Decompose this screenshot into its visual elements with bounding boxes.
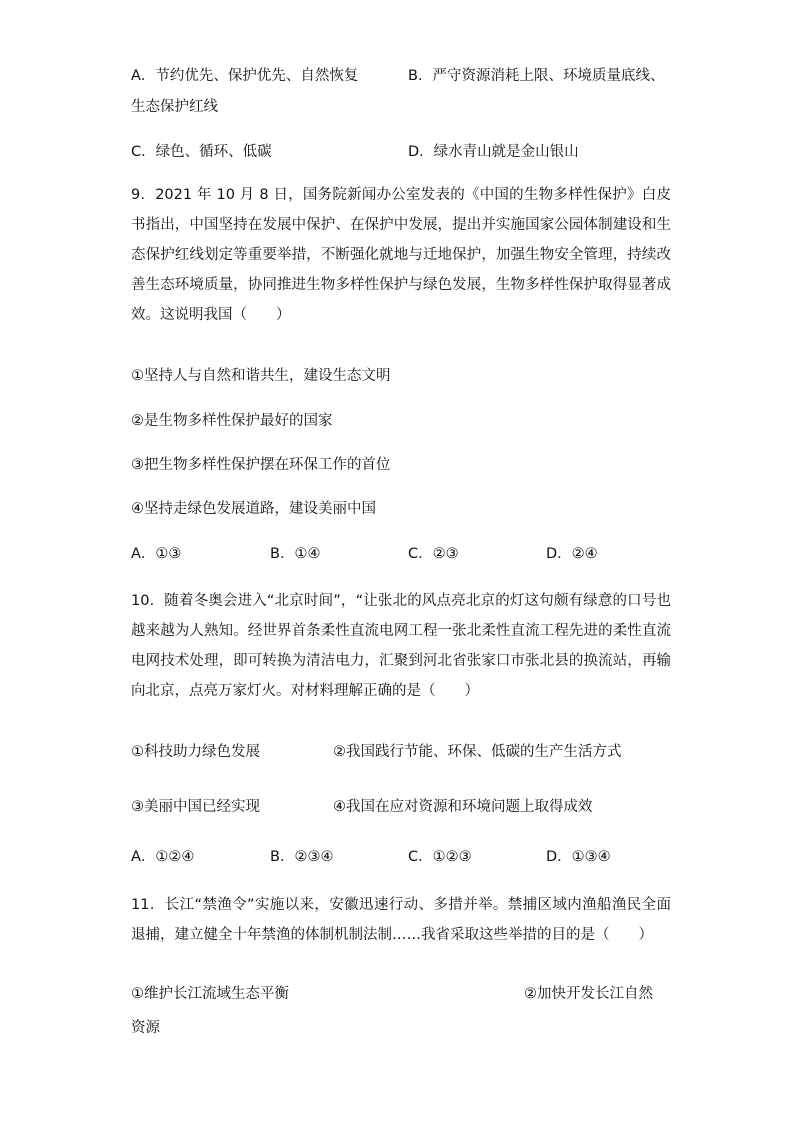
q11-item-2: ②加快开发长江自然 [524, 986, 653, 1002]
q10-item-3: ③美丽中国已经实现 [131, 799, 260, 815]
q10-item-4: ④我国在应对资源和环境问题上取得成效 [333, 799, 593, 815]
q11-stem: 11．长江“禁渔令”实施以来，安徽迅速行动、多措并举。禁捕区域内渔船渔民全面退捕，建立健全十年禁渔的体制机制法制……我省采取这些举措的目的是（ ） [131, 897, 671, 943]
q10-choice-a: A．①②④ [131, 849, 195, 865]
q8-option-b-cont: 生态保护红线 [131, 99, 218, 115]
q10-item-1: ①科技助力绿色发展 [131, 744, 260, 760]
q10-stem: 10．随着冬奥会进入“北京时间”，“让张北的风点亮北京的灯这句颇有绿意的口号也越来越为人熟知。经世界首条柔性直流电网工程一张北柔性直流工程先进的柔性直流电网技术处理，即可转换为清洁电力，汇聚到河北省张家口市张北县的换流站，再输向北京，点亮万家灯火。对材料理解正确的是（ ） [131, 593, 671, 699]
q9-choice-c: C．②③ [408, 546, 459, 562]
q8-option-d: D．绿水青山就是金山银山 [408, 144, 579, 160]
q9-item-3: ③把生物多样性保护摆在环保工作的首位 [131, 457, 391, 473]
q11-item-2-cont: 资源 [131, 1020, 160, 1036]
q10-choice-d: D．①③④ [546, 849, 611, 865]
q8-option-b: B．严守资源消耗上限、环境质量底线、 [408, 68, 665, 84]
q9-item-2: ②是生物多样性保护最好的国家 [131, 413, 333, 429]
q9-item-4: ④坚持走绿色发展道路，建设美丽中国 [131, 501, 376, 517]
q10-choice-b: B．②③④ [270, 849, 334, 865]
q10-item-2: ②我国践行节能、环保、低碳的生产生活方式 [333, 744, 622, 760]
q9-item-1: ①坚持人与自然和谐共生，建设生态文明 [131, 368, 391, 384]
q10-choice-c: C．①②③ [408, 849, 472, 865]
q9-choice-b: B．①④ [270, 546, 321, 562]
q9-choice-a: A．①③ [131, 546, 182, 562]
q9-stem: 9．2021 年 10 月 8 日，国务院新闻办公室发表的《中国的生物多样性保护》白皮书指出，中国坚持在发展中保护、在保护中发展，提出并实施国家公园体制建设和生态保护红线划定等重要举措，不断强化就地与迁地保护，加强生物安全管理，持续改善生态环境质量，协同推进生物多样性保护与绿色发展，生物多样性保护取得显著成效。这说明我国（ ） [131, 187, 671, 323]
q9-choice-d: D．②④ [546, 546, 598, 562]
q8-option-a: A．节约优先、保护优先、自然恢复 [131, 68, 359, 84]
q8-option-c: C．绿色、循环、低碳 [131, 144, 272, 160]
q11-item-1: ①维护长江流域生态平衡 [131, 986, 289, 1002]
